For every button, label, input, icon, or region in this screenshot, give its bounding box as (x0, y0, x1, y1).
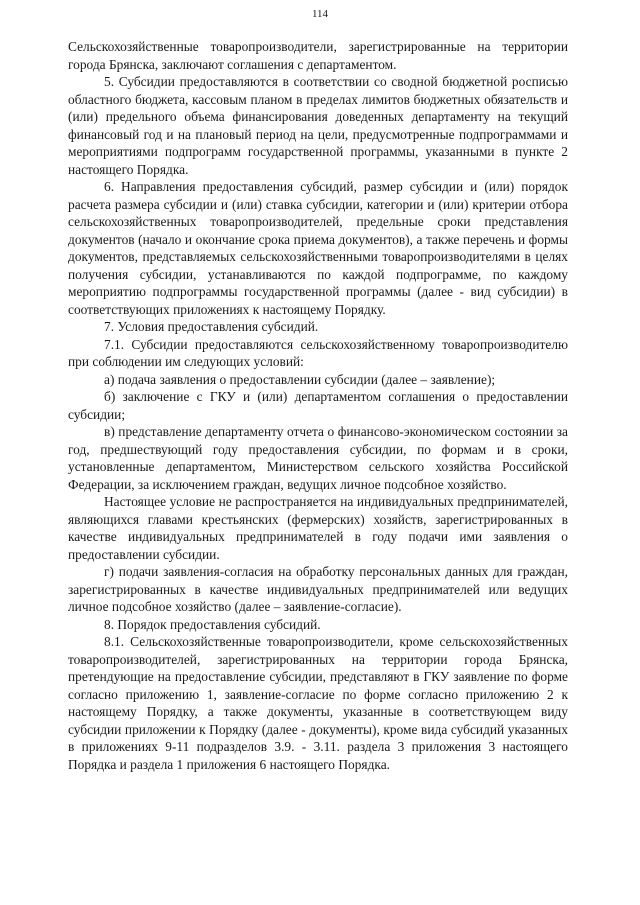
paragraph: 6. Направления предоставления субсидий, размер субсидии и (или) порядок расчета размера субсидии и (или) ставка субсидии, категории и (или) критерии отбора сельскохозяйственных товаропроизводителей, предельные сроки представления документов (начало и окончание срока приема документов), а также перечень и формы документов, представляемых сельскохозяйственными товаропроизводителями в целях получения субсидии, устанавливаются по каждой подпрограмме, по каждому мероприятию подпрограммы государственной программы (далее - вид субсидии) в соответствующих приложениях к настоящему Порядку. (68, 179, 568, 317)
paragraph: 8. Порядок предоставления субсидий. (104, 616, 321, 632)
paragraph: б) заключение с ГКУ и (или) департаментом соглашения о предоставлении субсидии; (68, 389, 568, 422)
paragraph: в) представление департаменту отчета о финансово-экономическом состоянии за год, предшествующий году предоставления субсидии, по формам и в сроки, установленные департаментом, Министерством сельского хозяйства Российской Федерации, за исключением граждан, ведущих личное подсобное хозяйство. (68, 424, 568, 492)
paragraph: 7.1. Субсидии предоставляются сельскохозяйственному товаропроизводителю при соблюдении им следующих условий: (68, 336, 568, 369)
paragraph: г) подачи заявления-согласия на обработку персональных данных для граждан, зарегистрированных в качестве индивидуальных предпринимателей или ведущих личное подсобное хозяйство (далее – заявление-согласие). (68, 564, 568, 614)
paragraph: а) подача заявления о предоставлении субсидии (далее – заявление); (104, 371, 496, 387)
paragraph: 7. Условия предоставления субсидий. (104, 319, 319, 334)
paragraph: 5. Субсидии предоставляются в соответствии со сводной бюджетной росписью областного бюджета, кассовым планом в пределах лимитов бюджетных обязательств и (или) предельного объема финансирования доведенных департаменту на текущий финансовый год и на плановый период на цели, предусмотренные подпрограммами и мероприятиями подпрограмм государственной программы, указанными в пункте 2 настоящего Порядка. (68, 74, 568, 177)
paragraph: 8.1. Сельскохозяйственные товаропроизводители, кроме сельскохозяйственных товаропроизводителей, зарегистрированных на территории города Брянска, претендующие на предоставление субсидии, представляют в ГКУ заявление по форме согласно приложению 1, заявление-согласие по форме согласно приложению 2 к настоящему Порядку, а также документы, указанные в соответствующем виду субсидии приложении к Порядку (далее - документы), кроме вида субсидий указанных в приложениях 9-11 подразделов 3.9. - 3.11. раздела 3 приложения 3 настоящего Порядка и раздела 1 приложения 6 настоящего Порядка. (68, 634, 568, 772)
paragraph: Сельскохозяйственные товаропроизводители, зарегистрированные на территории города Брянска, заключают соглашения с департаментом. (68, 39, 568, 72)
paragraph: Настоящее условие не распространяется на индивидуальных предпринимателей, являющихся главами крестьянских (фермерских) хозяйств, зарегистрированных в качестве индивидуальных предпринимателей в году подачи ими заявления о предоставлении субсидии. (68, 494, 568, 562)
page-number: 114 (311, 8, 329, 20)
body-text (68, 38, 568, 773)
